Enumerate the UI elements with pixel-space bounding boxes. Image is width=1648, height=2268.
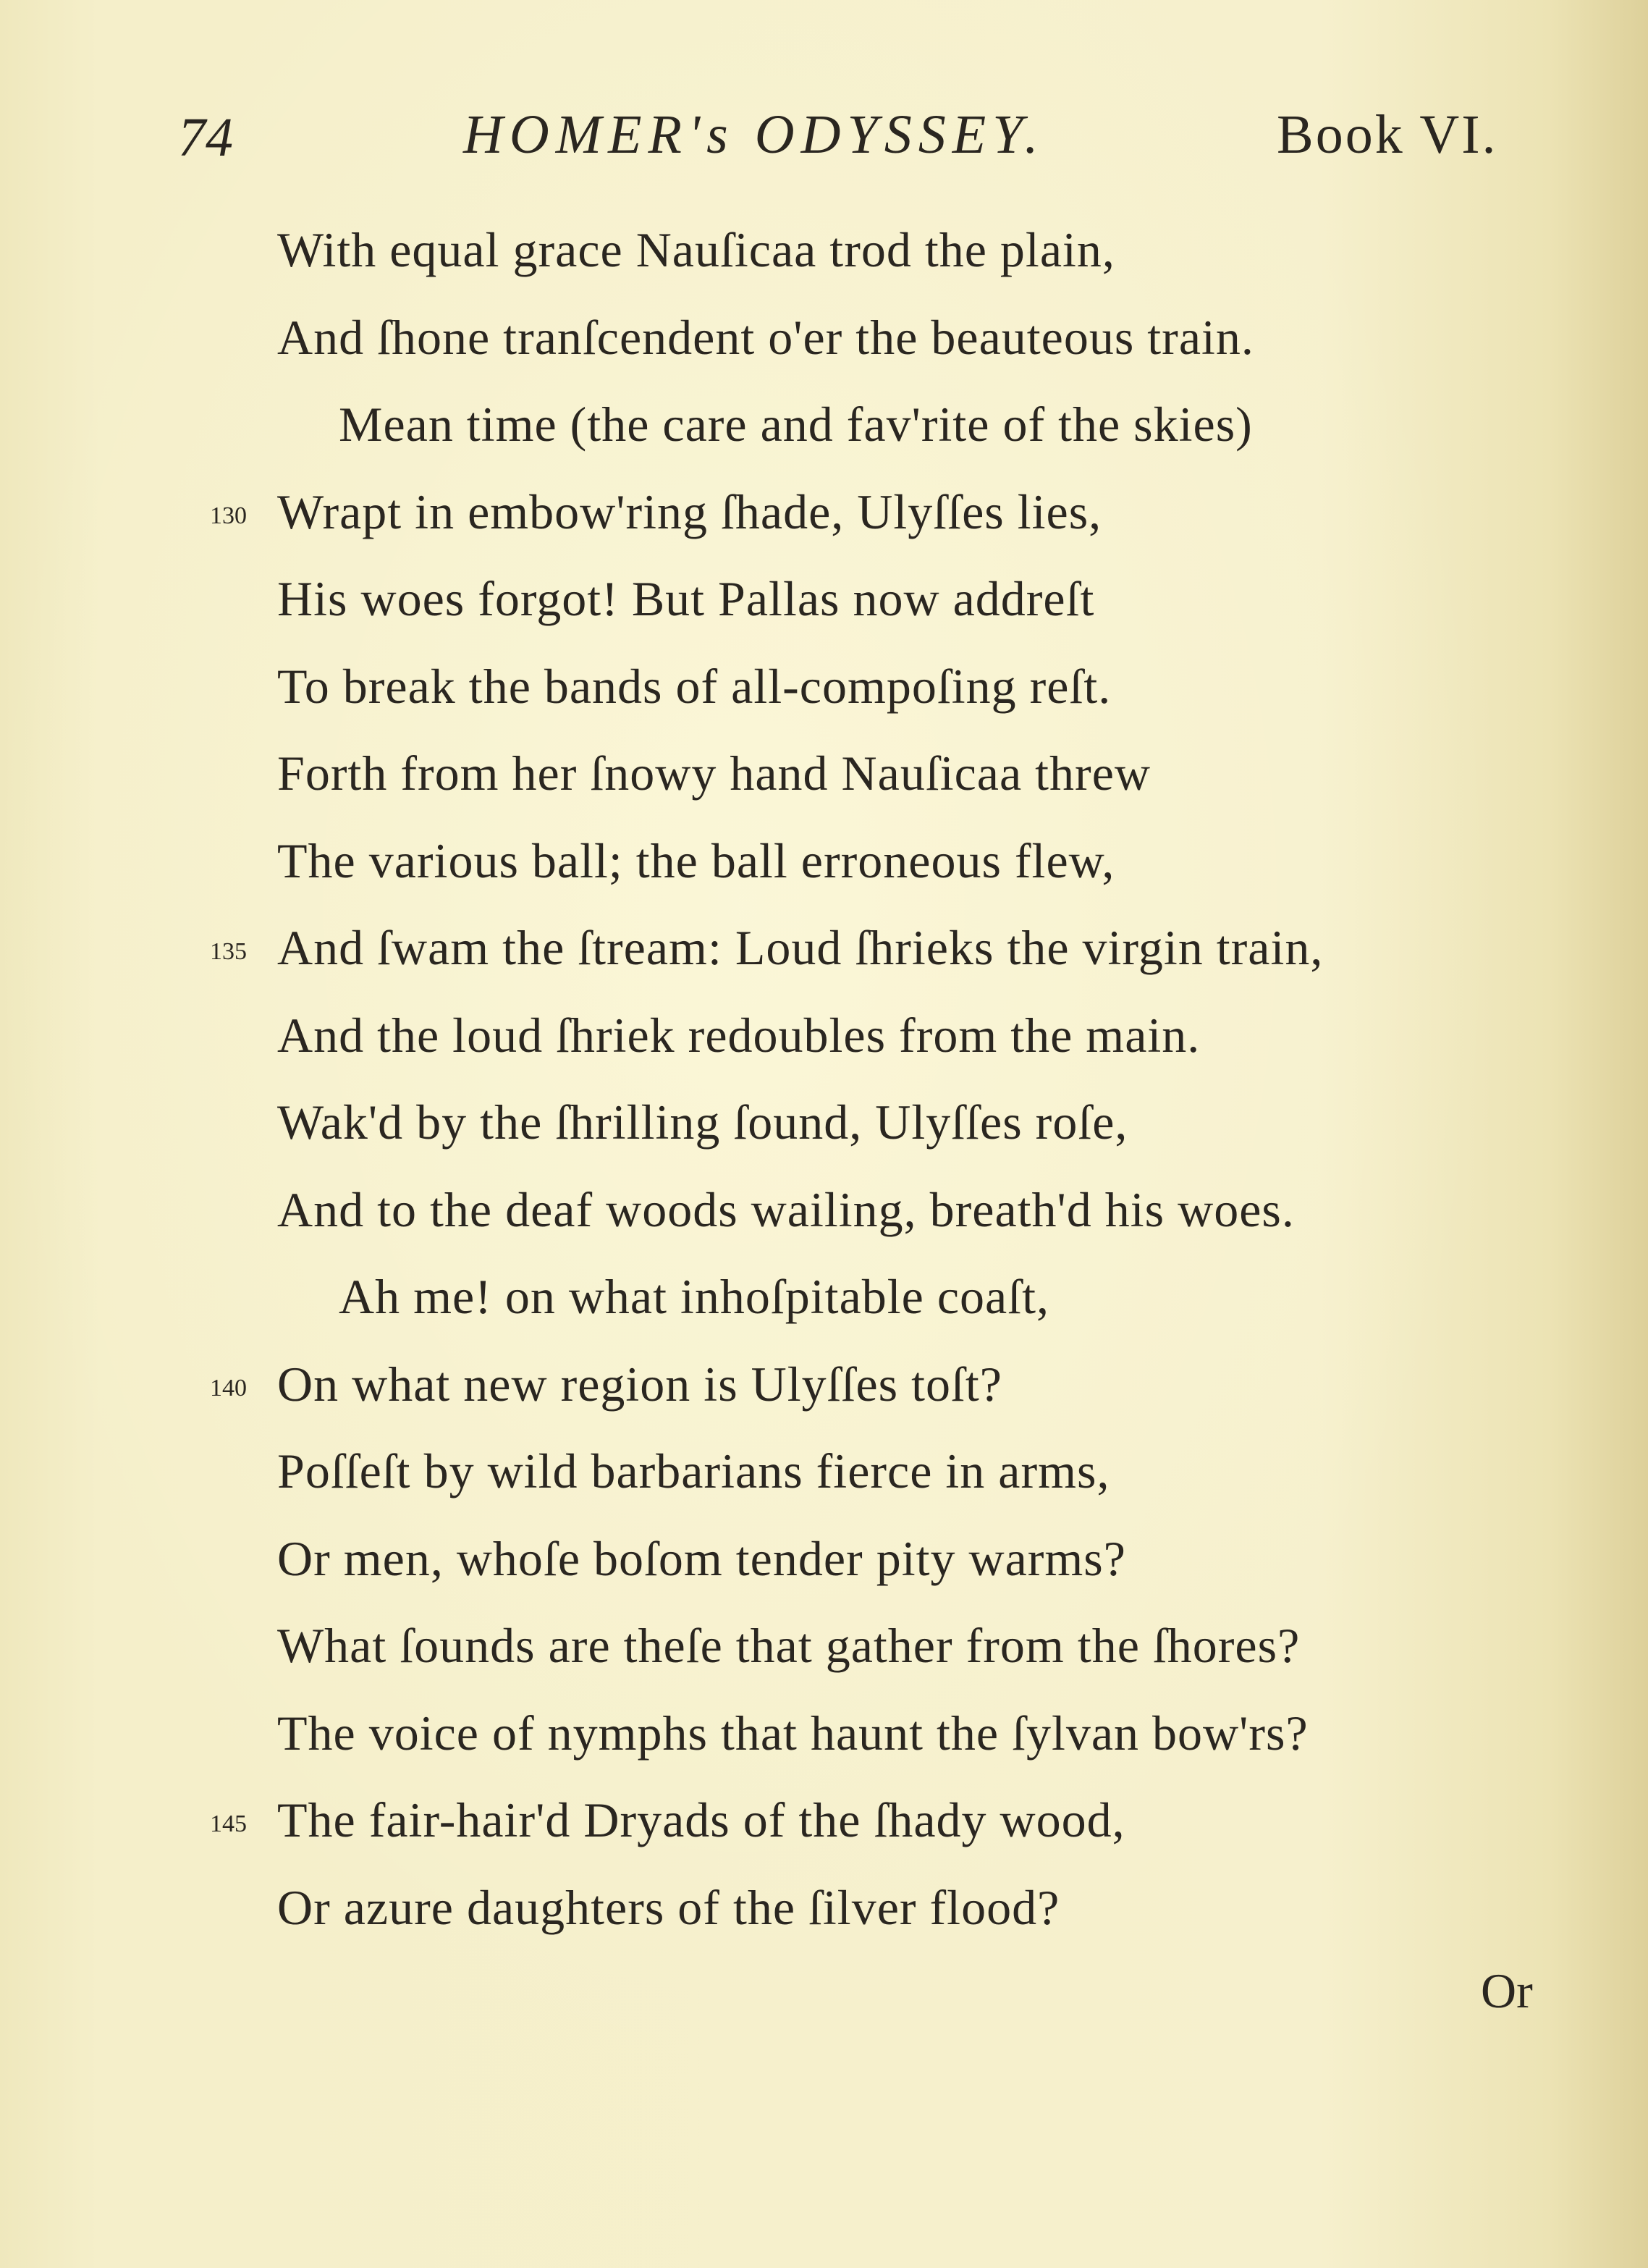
verse-text: And ſhone tranſcendent o'er the beauteous train.	[277, 309, 1254, 365]
verse-line	[0, 730, 1648, 817]
verse-line	[0, 992, 1648, 1079]
line-number: 140	[210, 1374, 247, 1401]
verse-line	[0, 904, 1648, 992]
verse-text: With equal grace Nauſicaa trod the plain,	[277, 222, 1115, 277]
verse-line	[0, 1776, 1648, 1864]
line-number: 130	[210, 502, 247, 529]
verse-line	[0, 643, 1648, 730]
verse-text: And ſwam the ſtream: Loud ſhrieks the virgin train,	[277, 920, 1324, 975]
verse-line	[0, 1515, 1648, 1603]
verse-line	[0, 1690, 1648, 1777]
verse-line	[0, 1253, 1648, 1341]
running-title: HOMER's ODYSSEY.	[463, 104, 1045, 165]
verse-text: The voice of nymphs that haunt the ſylvan bow'rs?	[277, 1705, 1309, 1761]
page-number: 74	[178, 107, 233, 168]
verse-text: Or men, whoſe boſom tender pity warms?	[277, 1530, 1126, 1586]
line-number: 145	[210, 1810, 247, 1837]
verse-line	[0, 1602, 1648, 1690]
verse-line	[0, 555, 1648, 643]
line-number: 135	[210, 938, 247, 965]
verse-line	[0, 1864, 1648, 1952]
verse-line	[0, 1428, 1648, 1515]
verse-text: The fair-hair'd Dryads of the ſhady wood,	[277, 1792, 1125, 1847]
verse-block	[0, 206, 1648, 1951]
verse-text: Mean time (the care and fav'rite of the skies)	[339, 397, 1253, 452]
verse-text: On what new region is Ulyſſes toſt?	[277, 1356, 1002, 1412]
verse-text: Forth from her ſnowy hand Nauſicaa threw	[277, 746, 1151, 801]
book-label: Book VI.	[1277, 104, 1498, 165]
verse-line	[0, 381, 1648, 468]
verse-text: Or azure daughters of the ſilver flood?	[277, 1879, 1060, 1935]
verse-text: To break the bands of all-compoſing reſt.	[277, 658, 1112, 714]
verse-text: And the loud ſhriek redoubles from the main.	[277, 1007, 1201, 1063]
page-header	[0, 106, 1648, 171]
verse-line	[0, 206, 1648, 294]
verse-text: His woes forgot! But Pallas now addreſt	[277, 571, 1095, 626]
verse-line	[0, 1079, 1648, 1166]
verse-line	[0, 817, 1648, 905]
verse-line	[0, 294, 1648, 381]
verse-text: What ſounds are theſe that gather from the ſhores?	[277, 1618, 1301, 1673]
verse-text: Poſſeſt by wild barbarians fierce in arms,	[277, 1443, 1110, 1498]
verse-text: Wak'd by the ſhrilling ſound, Ulyſſes roſe,	[277, 1095, 1128, 1150]
verse-text: And to the deaf woods wailing, breath'd his woes.	[277, 1181, 1295, 1237]
verse-text: Ah me! on what inhoſpitable coaſt,	[339, 1269, 1049, 1324]
verse-line	[0, 1166, 1648, 1254]
verse-text: Wrapt in embow'ring ſhade, Ulyſſes lies,	[277, 484, 1102, 539]
verse-line	[0, 468, 1648, 556]
verse-line	[0, 1341, 1648, 1428]
catchword: Or	[1481, 1963, 1533, 2018]
verse-text: The various ball; the ball erroneous flew,	[277, 832, 1115, 888]
